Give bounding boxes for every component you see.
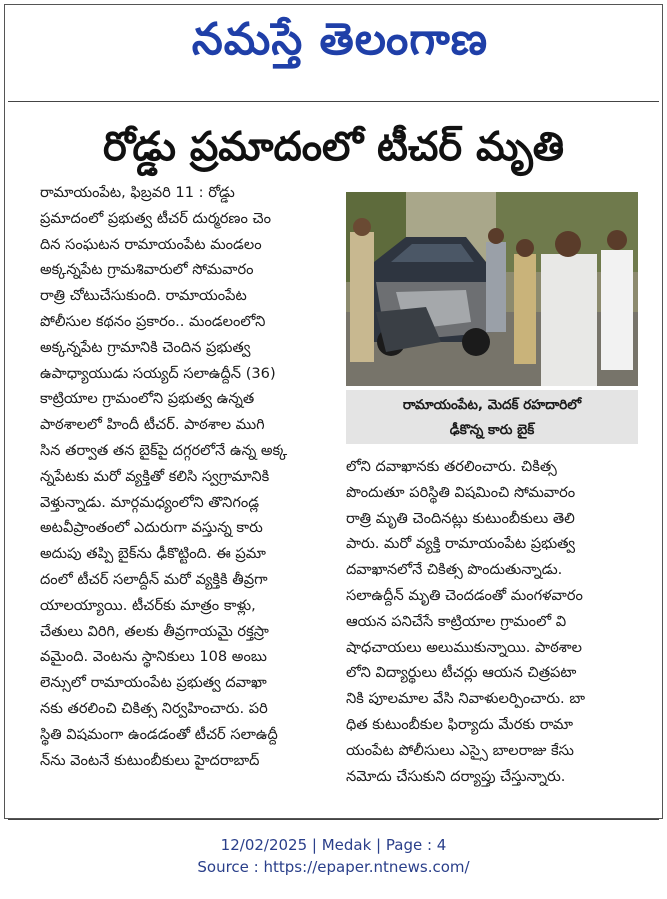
article-headline: రోడ్డు ప్రమాదంలో టీచర్ మృతి: [102, 124, 565, 170]
footer-divider: [8, 819, 659, 820]
article-text-line: కాట్రియాల గ్రామంలోని ప్రభుత్వ ఉన్నత: [40, 390, 255, 408]
article-text-line: సిన తర్వాత తన బైక్‌పై దగ్గరలోనే ఉన్న అక్క: [40, 441, 288, 459]
article-text-line: వెళ్తున్నాడు. మార్గమధ్యంలోని తొనిగండ్ల: [40, 493, 260, 511]
article-text-line: రాత్రి చోటుచేసుకుంది. రామాయంపేట: [40, 287, 247, 305]
article-text-line: సలాఉద్దీన్ మృతి చెందడంతో మంగళవారం: [346, 586, 583, 604]
article-text-line: దంలో టీచర్ సలాద్దీన్ మరో వ్యక్తికి తీవ్రగా: [40, 570, 268, 588]
article-text-line: అదుపు తప్పి బైక్‌ను ఢీకొట్టింది. ఈ ప్రమా: [40, 545, 266, 563]
article-text-line: యాలయ్యాయి. టీచర్‌కు మాత్రం కాళ్లు,: [40, 596, 256, 614]
article-text-line: రామాయంపేట, ఫిబ్రవరి 11 : రోడ్డు: [40, 184, 235, 201]
footer-date-line: 12/02/2025 | Medak | Page : 4: [220, 836, 447, 854]
newspaper-masthead: నమస్తే తెలంగాణ: [191, 14, 489, 65]
article-text-line: న్‌ను వెంటనే కుటుంబీకులు హైదరాబాద్: [40, 751, 260, 769]
article-text-line: ధిత కుటుంబీకుల ఫిర్యాదు మేరకు రామా: [346, 715, 574, 733]
caption-line-1: రామాయంపేట, మెదక్ రహదారిలో: [402, 397, 582, 413]
article-text-line: షాధచాయలు అలుముకున్నాయి. పాఠశాల: [346, 638, 582, 656]
article-text-line: పొందుతూ పరిస్థితి విషమించి సోమవారం: [346, 483, 576, 501]
article-text-line: నికి పూలమాల వేసి నివాళులర్పించారు. బా: [346, 690, 585, 708]
article-text-line: ఉపాధ్యాయుడు సయ్యద్ సలాఉద్దీన్ (36): [40, 364, 276, 382]
article-text-line: నకు తరలించి చికిత్స నిర్వహించారు. పరి: [40, 699, 268, 717]
footer-source-line: Source : https://epaper.ntnews.com/: [197, 858, 470, 876]
photo-caption: [346, 390, 638, 444]
article-text-line: వమైంది. వెంటను స్థానికులు 108 అంబు: [40, 648, 267, 666]
accident-photo: [346, 192, 638, 386]
article-text-line: పోలీసుల కథనం ప్రకారం.. మండలంలోని: [40, 312, 266, 330]
article-text-line: పాఠశాలలో హిందీ టీచర్. పాఠశాల ముగి: [40, 416, 265, 434]
article-text-line: దవాఖానలోనే చికిత్స పొందుతున్నాడు.: [346, 561, 563, 579]
article-text-line: ప్రమాదంలో ప్రభుత్వ టీచర్ దుర్మరణం చెం: [40, 209, 271, 227]
header-divider: [8, 101, 659, 102]
article-text-line: ఆయన పనిచేసే కాట్రియాల గ్రామంలో వి: [346, 612, 567, 630]
article-body-left-column: [40, 180, 336, 773]
article-text-line: నమోదు చేసుకుని దర్యాప్తు చేస్తున్నారు.: [346, 767, 566, 785]
article-text-line: న్నపేటకు మరో వ్యక్తితో కలిసి స్వగ్రామానికి: [40, 467, 270, 485]
article-text-line: లెన్సులో రామాయంపేట ప్రభుత్వ దవాఖా: [40, 674, 267, 692]
article-text-line: రాత్రి మృతి చెందినట్లు కుటుంబీకులు తెలి: [346, 509, 575, 527]
article-text-line: చేతులు విరిగి, తలకు తీవ్రగాయమై రక్తస్రా: [40, 622, 269, 640]
article-text-line: స్థితి విషమంగా ఉండడంతో టీచర్ సలాఉద్దీ: [40, 725, 278, 743]
article-text-line: పారు. మరో వ్యక్తి రామాయంపేట ప్రభుత్వ: [346, 535, 576, 553]
article-body-right-column: [346, 454, 638, 789]
article-text-line: దిన సంఘటన రామాయంపేట మండలం: [40, 235, 262, 253]
article-text-line: లోని విద్యార్థులు టీచర్లు ఆయన చిత్రపటా: [346, 664, 577, 682]
article-text-line: అక్కన్నపేట గ్రామశివారులో సోమవారం: [40, 261, 254, 279]
article-text-line: అటవీప్రాంతంలో ఎదురుగా వస్తున్న కారు: [40, 519, 263, 537]
article-text-line: లోని దవాఖానకు తరలించారు. చికిత్స: [346, 458, 557, 475]
caption-line-2: ఢీకొన్న కారు బైక్: [449, 422, 535, 438]
article-text-line: అక్కన్నపేట గ్రామానికి చెందిన ప్రభుత్వ: [40, 338, 251, 356]
article-text-line: యంపేట పోలీసులు ఎస్సై బాలరాజు కేసు: [346, 741, 574, 759]
